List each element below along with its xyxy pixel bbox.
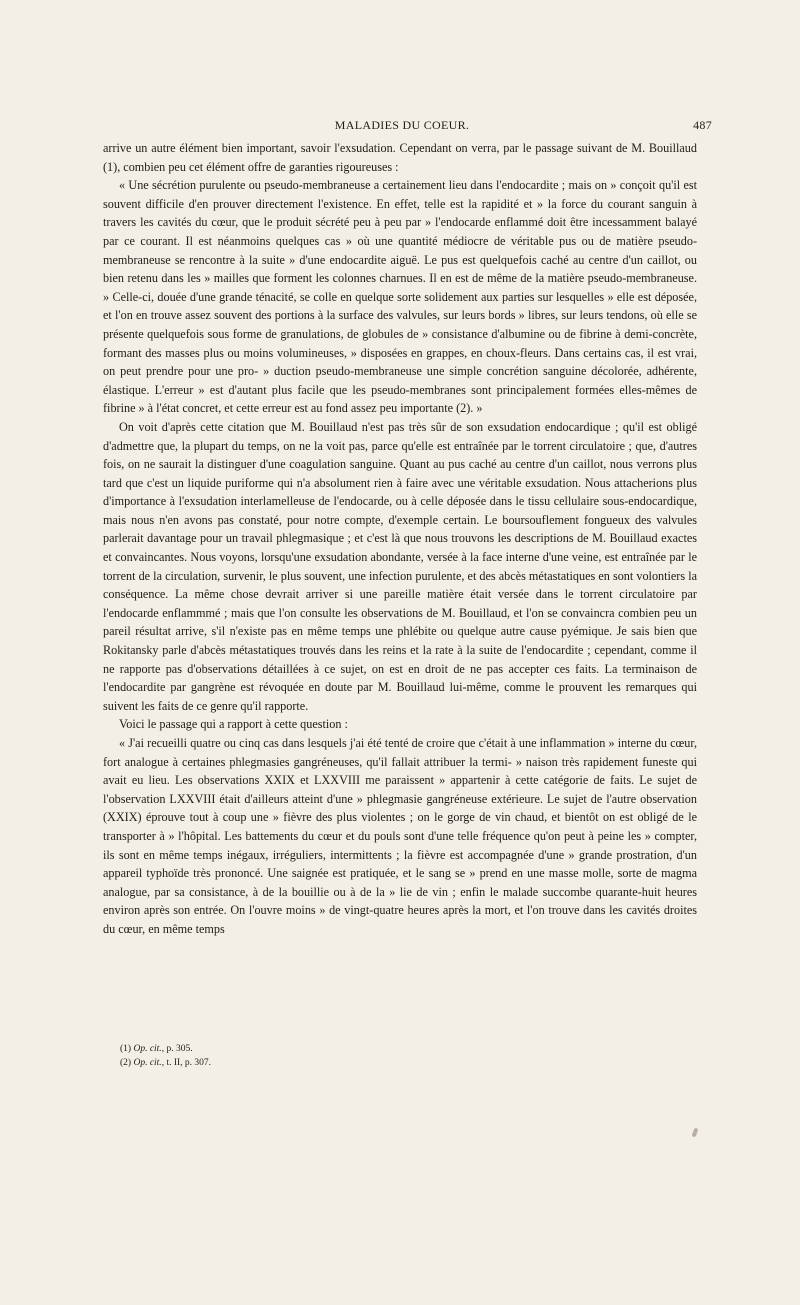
- paragraph-2: On voit d'après cette citation que M. Bouillaud n'est pas très sûr de son exsudation endocardique ; qu'il est obligé d'admettre que, la plupart du temps, on ne la voit pas, parce qu'elle est entraînée par le torrent circulatoire ; que, d'autres fois, on ne saurait la distinguer d'une coagulation sanguine. Quant au pus caché au centre d'un caillot, nous verrons plus tard que c'est un liquide puriforme qui n'a absolument rien à faire avec une véritable exsudation. Nous attacherions plus d'importance à l'exsudation interlamelleuse de l'endocarde, ou à celle déposée dans le tissu cellulaire sous-endocardique, mais nous n'en avons pas constaté, pour notre compte, d'exemple certain. Le boursouflement fongueux des valvules parlerait davantage pour un travail phlegmasique ; et c'est là que nous trouvons les descriptions de M. Bouillaud exactes et convaincantes. Nous voyons, lorsqu'une exsudation abondante, versée à la face interne d'une veine, est entraînée par le torrent de la circulation, survenir, le plus souvent, une infection purulente, et des abcès métastatiques en sont volontiers la conséquence. La même chose devrait arriver si une pareille matière était versée dans le torrent circulatoire par l'endocarde enflammmé ; mais que l'on consulte les observations de M. Bouillaud, et l'on se convaincra combien peu un pareil résultat arrive, s'il n'existe pas en même temps une phlébite ou quelque autre cause pyémique. Je sais bien que Rokitansky parle d'abcès métastatiques trouvés dans les reins et la rate à la suite de l'endocardite ; cependant, comme il ne rapporte pas d'observations détaillées à ce sujet, on est en droit de ne pas accepter ces faits. La terminaison de l'endocardite par gangrène est révoquée en doute par M. Bouillaud lui-même, comme le prouvent les remarques qui suivent les faits de ce genre qu'il rapporte.: [103, 419, 697, 713]
- footnote-1: [120, 1042, 520, 1056]
- footnote-number: (1): [120, 1044, 132, 1054]
- body-text: [103, 139, 697, 939]
- ink-spot: [692, 1128, 699, 1138]
- paragraph-1: arrive un autre élément bien important, savoir l'exsudation. Cependant on verra, par le passage suivant de M. Bouillaud (1), combien peu cet élément offre de garanties rigoureuses :: [103, 141, 697, 174]
- footnotes: [120, 1042, 520, 1070]
- page-header: [92, 118, 712, 136]
- footnote-2: [120, 1056, 520, 1070]
- page-number: 487: [693, 118, 712, 132]
- running-title: MALADIES DU COEUR.: [334, 118, 470, 132]
- footnote-number: (2): [120, 1058, 132, 1068]
- quote-paragraph-2: « J'ai recueilli quatre ou cinq cas dans lesquels j'ai été tenté de croire que c'était à une inflammation » interne du cœur, fort analogue à certaines phlegmasies gangréneuses, qu'il fallait attribuer la termi- » naison très rapidement funeste qui avait eu lieu. Les observations XXIX et LXXVIII me paraissent » appartenir à cette catégorie de faits. Le sujet de l'observation LXXVIII était d'ailleurs atteint d'une » phlegmasie gangréneuse extérieure. Le sujet de l'autre observation (XXIX) éprouve tout à coup une » fièvre des plus violentes ; on le gorge de vin chaud, et bientôt on est obligé de le transporter à » l'hôpital. Les battements du cœur et du pouls sont d'une telle fréquence qu'on peut à peine les » compter, ils sont en même temps inégaux, irréguliers, intermittents ; la fièvre est accompagnée d'une » grande prostration, d'un appareil typhoïde très prononcé. Une saignée est pratiquée, et le sang se » prend en une masse molle, sorte de magma analogue, par sa consistance, à de la bouillie ou à de la » lie de vin ; enfin le malade succombe quarante-huit heures environ après son entrée. On l'ouvre moins » de vingt-quatre heures après la mort, et l'on trouve dans les cavités droites du cœur, en même temps: [103, 736, 697, 936]
- footnote-ref: , t. II, p. 307.: [161, 1058, 212, 1068]
- quote-paragraph-1: « Une sécrétion purulente ou pseudo-membraneuse a certainement lieu dans l'endocardite ; mais on » conçoit qu'il est souvent difficile d'en prouver directement l'existence. En effet, telle est la rapidité et » la force du courant sanguin à travers les cavités du cœur, que le produit sécrété peu à peu par » l'endocarde enflammé doit être incessamment balayé par ce courant. Il est néanmoins quelques cas » où une quantité médiocre de véritable pus ou de matière pseudo-membraneuse se rencontre à la suite » d'une endocardite aiguë. Le pus est quelquefois caché au centre d'un caillot, ou bien retenu dans les » mailles que forment les colonnes charnues. Il en est de même de la matière pseudo-membraneuse. » Celle-ci, douée d'une grande ténacité, se colle en quelque sorte solidement aux parties sur lesquelles » elle est déposée, et l'on en trouve assez souvent des portions à la surface des valvules, sur leurs bords » libres, sur leurs tendons, où elle se présente quelquefois sous forme de granulations, de globules de » consistance d'albumine ou de fibrine à demi-concrète, formant des masses plus ou moins volumineuses, » disposées en grappes, en choux-fleurs. Dans certains cas, il est vrai, on peut prendre pour une pro- » duction pseudo-membraneuse une simple concrétion sanguine décolorée, adhérente, élastique. L'erreur » est d'autant plus facile que les pseudo-membranes sont principalement formées elles-mêmes de fibrine » à l'état concret, et cette erreur est au fond assez peu importante (2). »: [103, 178, 697, 416]
- footnote-source: Op. cit.: [133, 1044, 162, 1054]
- footnote-source: Op. cit.: [133, 1058, 162, 1068]
- paragraph-3: Voici le passage qui a rapport à cette question :: [119, 717, 348, 732]
- footnote-ref: , p. 305.: [161, 1044, 193, 1054]
